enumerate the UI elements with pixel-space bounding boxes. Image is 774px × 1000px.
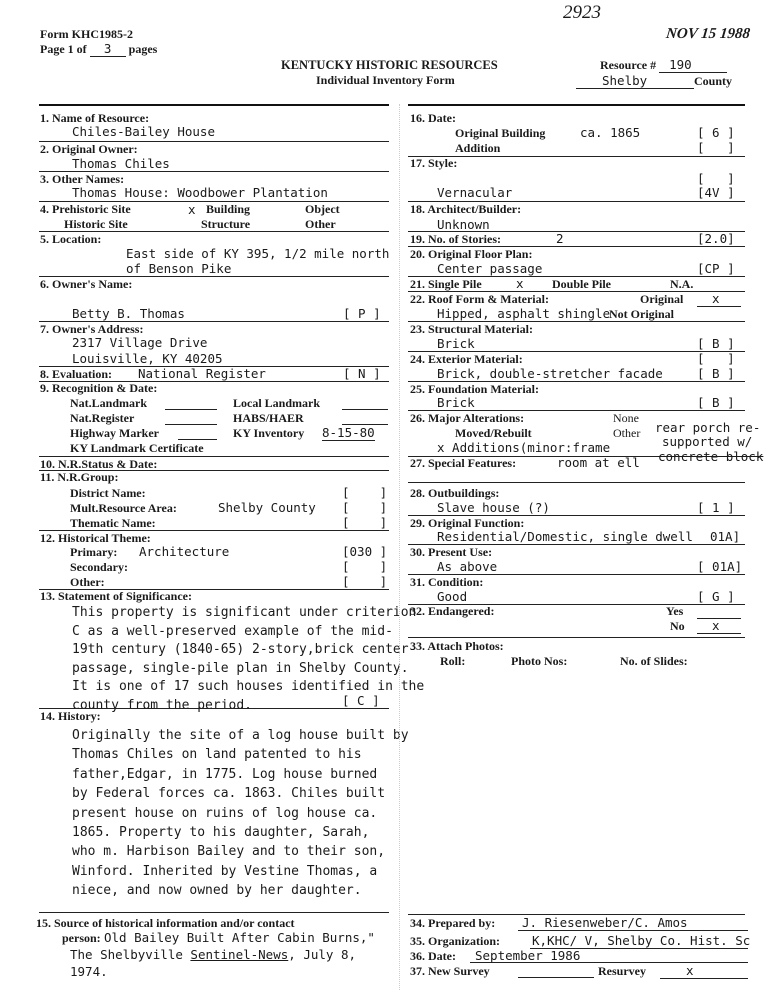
- field-36-label: 36. Date:: [410, 949, 456, 963]
- field-9-highway: Highway Marker: [70, 426, 159, 440]
- field-5-line1: East side of KY 395, 1/2 mile north: [126, 246, 390, 261]
- field-4-historic: Historic Site: [64, 217, 128, 231]
- field-16-orig: Original Building: [455, 126, 546, 140]
- field-16-add: Addition: [455, 141, 501, 155]
- field-18-value: Unknown: [437, 217, 490, 232]
- field-12-secondary-box: [ ]: [342, 559, 388, 574]
- field-8-label: 8. Evaluation:: [40, 367, 113, 381]
- field-29-label: 29. Original Function:: [410, 516, 525, 530]
- field-16-label: 16. Date:: [410, 111, 456, 125]
- field-6-label: 6. Owner's Name:: [40, 277, 133, 291]
- field-33-photo: Photo Nos:: [511, 654, 568, 668]
- field-32-x: x: [697, 619, 741, 634]
- field-33-label: 33. Attach Photos:: [410, 639, 504, 653]
- field-13-label: 13. Statement of Significance:: [40, 589, 192, 603]
- field-26-label: 26. Major Alterations:: [410, 411, 525, 425]
- field-2-label: 2. Original Owner:: [40, 142, 138, 156]
- field-9-label: 9. Recognition & Date:: [40, 381, 158, 395]
- field-31-code: [ G ]: [697, 589, 735, 604]
- field-21-na: N.A.: [670, 277, 694, 291]
- handwritten-number: 2923: [563, 2, 601, 23]
- field-32-no: No: [670, 619, 685, 633]
- field-3-label: 3. Other Names:: [40, 172, 125, 186]
- field-22-label: 22. Roof Form & Material:: [410, 292, 549, 306]
- field-30-value: As above: [437, 559, 498, 574]
- field-20-code: [CP ]: [697, 261, 735, 276]
- field-31-value: Good: [437, 589, 468, 604]
- field-10-label: 10. N.R.Status & Date:: [40, 457, 158, 471]
- field-8-code: [ N ]: [343, 366, 381, 381]
- field-24-code1: [ ]: [697, 351, 735, 366]
- field-12-secondary: Secondary:: [70, 560, 128, 574]
- field-26-moved: Moved/Rebuilt: [455, 426, 532, 440]
- field-12-other: Other:: [70, 575, 105, 589]
- form-title: KENTUCKY HISTORIC RESOURCES: [281, 58, 498, 72]
- field-9-kyinventory: KY Inventory: [233, 426, 305, 440]
- field-18-label: 18. Architect/Builder:: [410, 202, 522, 216]
- field-26-none: None: [613, 411, 639, 425]
- field-9-natlandmark: Nat.Landmark: [70, 396, 148, 410]
- field-5-label: 5. Location:: [40, 232, 102, 246]
- field-17-code2: [4V ]: [697, 185, 735, 200]
- field-25-label: 25. Foundation Material:: [410, 382, 539, 396]
- field-4-other: Other: [305, 217, 336, 231]
- field-19-code: [2.0]: [697, 231, 735, 246]
- field-9-kyinventory-date: 8-15-80: [322, 425, 375, 440]
- field-4-label: 4. Prehistoric Site: [40, 202, 131, 216]
- field-36-value: September 1986: [475, 948, 581, 963]
- resource-number: Resource # 190: [600, 58, 727, 73]
- field-35-label: 35. Organization:: [410, 934, 500, 948]
- field-22-not: Not Original: [609, 307, 674, 321]
- field-23-value: Brick: [437, 336, 475, 351]
- field-34-value: J. Riesenweber/C. Amos: [522, 915, 688, 930]
- field-7-line1: 2317 Village Drive: [72, 335, 208, 350]
- field-15-line1: Old Bailey Built After Cabin Burns,": [104, 930, 375, 945]
- field-19-value: 2: [556, 231, 564, 246]
- field-28-label: 28. Outbuildings:: [410, 486, 500, 500]
- field-2-value: Thomas Chiles: [72, 156, 170, 171]
- field-19-label: 19. No. of Stories:: [410, 232, 501, 246]
- field-8-value: National Register: [138, 366, 266, 381]
- field-33-slides: No. of Slides:: [620, 654, 688, 668]
- field-6-value: Betty B. Thomas: [72, 306, 185, 321]
- field-24-value: Brick, double-stretcher facade: [437, 366, 663, 381]
- field-11-label: 11. N.R.Group:: [40, 470, 119, 484]
- field-15-person: person:: [62, 931, 101, 945]
- field-28-value: Slave house (?): [437, 500, 550, 515]
- field-24-code2: [ B ]: [697, 366, 735, 381]
- field-13-code: [ C ]: [342, 693, 380, 708]
- field-26-other: Other: [613, 426, 641, 440]
- field-22-value: Hipped, asphalt shingle: [437, 306, 611, 321]
- field-11-multres-value: Shelby County: [218, 500, 316, 515]
- field-15-label: 15. Source of historical information and/or contact: [36, 916, 295, 930]
- form-number: Form KHC1985-2: [40, 27, 133, 41]
- field-15-line3: 1974.: [70, 964, 108, 979]
- field-9-natregister: Nat.Register: [70, 411, 135, 425]
- field-12-primary-code: [030 ]: [342, 544, 388, 559]
- field-4-object: Object: [305, 202, 340, 216]
- field-13-text: This property is significant under criterion C as a well-preserved example of the mid- 19th century (1840-65) 2-story,brick center- passage, single-pile plan in Shelby County. It is one of 17 such houses identified in the county from the period.: [72, 605, 425, 713]
- field-14-label: 14. History:: [40, 709, 101, 723]
- field-17-code1: [ ]: [697, 171, 735, 186]
- field-28-code: [ 1 ]: [697, 500, 735, 515]
- field-21-x: x: [516, 276, 524, 291]
- field-21-double: Double Pile: [552, 277, 611, 291]
- field-15-line2: The Shelbyville Sentinel-News, July 8,: [70, 947, 356, 962]
- field-11-thematic-box: [ ]: [342, 515, 388, 530]
- field-4-building: Building: [206, 202, 251, 216]
- field-17-label: 17. Style:: [410, 156, 458, 170]
- field-12-primary: Primary:: [70, 545, 118, 559]
- field-11-district: District Name:: [70, 486, 146, 500]
- field-9-certificate: KY Landmark Certificate: [70, 441, 204, 455]
- field-27-label: 27. Special Features:: [410, 456, 517, 470]
- field-21-label: 21. Single Pile: [410, 277, 482, 291]
- field-9-locallandmark: Local Landmark: [233, 396, 321, 410]
- field-26-note2: supported w/: [662, 434, 753, 449]
- field-33-roll: Roll:: [440, 654, 466, 668]
- field-31-label: 31. Condition:: [410, 575, 484, 589]
- field-32-yes: Yes: [666, 604, 684, 618]
- field-29-value: Residential/Domestic, single dwell: [437, 529, 693, 544]
- field-7-line2: Louisville, KY 40205: [72, 351, 223, 366]
- field-12-other-box: [ ]: [342, 574, 388, 589]
- field-30-code: [ 01A]: [697, 559, 743, 574]
- field-23-label: 23. Structural Material:: [410, 322, 533, 336]
- date-stamp: NOV 15 1988: [665, 26, 751, 42]
- field-1-label: 1. Name of Resource:: [40, 111, 150, 125]
- header-rule-left: [39, 104, 389, 106]
- field-34-label: 34. Prepared by:: [410, 916, 496, 930]
- field-5-line2: of Benson Pike: [126, 261, 232, 276]
- field-22-original: Original: [640, 292, 684, 306]
- field-3-value: Thomas House: Woodbower Plantation: [72, 185, 328, 200]
- form-subtitle: Individual Inventory Form: [316, 73, 455, 87]
- field-16-orig-code: [ 6 ]: [697, 125, 735, 140]
- field-20-label: 20. Original Floor Plan:: [410, 247, 533, 261]
- county: Shelby County: [576, 74, 732, 89]
- field-22-x: x: [697, 292, 741, 307]
- column-divider: [399, 104, 400, 990]
- field-16-orig-value: ca. 1865: [580, 125, 641, 140]
- page-count: Page 1 of 3 pages: [40, 41, 158, 56]
- field-30-label: 30. Present Use:: [410, 545, 493, 559]
- field-32-label: 32. Endangered:: [410, 604, 495, 618]
- field-4-structure: Structure: [201, 217, 251, 231]
- field-11-district-box: [ ]: [342, 485, 388, 500]
- field-1-value: Chiles-Bailey House: [72, 124, 215, 139]
- field-11-thematic: Thematic Name:: [70, 516, 156, 530]
- field-27-value: room at ell: [557, 455, 640, 470]
- field-26-note3: concrete block: [658, 449, 764, 464]
- field-25-value: Brick: [437, 395, 475, 410]
- field-12-primary-value: Architecture: [139, 544, 230, 559]
- field-24-label: 24. Exterior Material:: [410, 352, 523, 366]
- field-4-x: x: [188, 202, 196, 217]
- header-rule-right: [408, 104, 745, 106]
- field-25-code: [ B ]: [697, 395, 735, 410]
- field-12-label: 12. Historical Theme:: [40, 531, 151, 545]
- field-11-multres: Mult.Resource Area:: [70, 501, 177, 515]
- field-9-habs: HABS/HAER: [233, 411, 304, 425]
- field-6-code: [ P ]: [343, 306, 381, 321]
- field-11-multres-box: [ ]: [342, 500, 388, 515]
- field-16-add-code: [ ]: [697, 140, 735, 155]
- field-26-additions: x Additions(minor:frame: [437, 440, 611, 455]
- field-17-value: Vernacular: [437, 185, 513, 200]
- field-37-label: 37. New Survey: [410, 964, 490, 978]
- field-37-resurvey: Resurvey: [598, 964, 646, 978]
- field-14-text: Originally the site of a log house built by Thomas Chiles on land patented to his father,Edgar, in 1775. Log house burned by Federal forces ca. 1863. Chiles built present house on ruins of log house ca. 1865. Property to his daughter, Sarah, who m. Harbison Bailey and to their son, Winford. Inherited by Vestine Thomas, a niece, and now owned by her daughter.: [72, 728, 409, 899]
- field-29-code: 01A]: [710, 529, 741, 544]
- field-20-value: Center passage: [437, 261, 543, 276]
- field-35-value: K,KHC/ V, Shelby Co. Hist. Sc: [532, 933, 751, 948]
- field-23-code: [ B ]: [697, 336, 735, 351]
- field-37-x: x: [660, 964, 748, 979]
- field-7-label: 7. Owner's Address:: [40, 322, 144, 336]
- field-26-note1: rear porch re-: [655, 420, 761, 435]
